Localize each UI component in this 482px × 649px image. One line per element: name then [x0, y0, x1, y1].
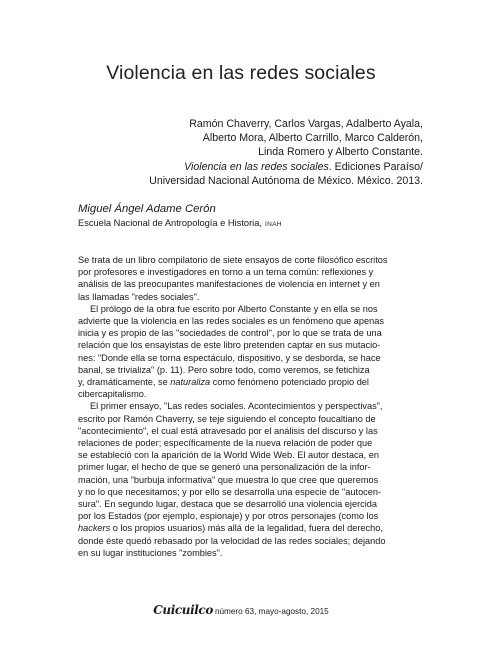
text-line: en su lugar instituciones "zombies".	[78, 547, 223, 558]
book-reference	[40, 117, 423, 188]
paragraph-1	[78, 254, 406, 303]
text-line: "acontecimiento", el cual está atravesado por el análisis del discurso y las	[78, 425, 378, 436]
text-line	[78, 376, 406, 388]
text-line: por profesores e investigadores en torno a un tema común: reflexiones y	[78, 267, 374, 278]
page-footer	[0, 603, 482, 617]
affiliation-text: Escuela Nacional de Antropología e Historia,	[78, 218, 262, 228]
author-affiliation	[78, 218, 282, 228]
book-title: Violencia en las redes sociales	[184, 160, 329, 173]
review-body	[78, 254, 406, 559]
text-line: sura". En segundo lugar, destaca que se desarrolló una violencia ejercida	[78, 499, 377, 510]
text-line: se estableció con la aparición de la World Wide Web. El autor destaca, en	[78, 450, 379, 461]
publisher: . Ediciones Paraíso/	[328, 160, 423, 173]
text-line: El prólogo de la obra fue escrito por Alberto Constante y en ella se nos	[90, 303, 378, 314]
text-line: las llamadas "redes sociales".	[78, 291, 200, 302]
text-line: relación que los ensayistas de este libro pretenden captar en sus mutacio-	[78, 340, 381, 351]
text-line: El primer ensayo, "Las redes sociales. Acontecimientos y perspectivas",	[90, 401, 383, 412]
text-fragment: o los propios usuarios) más allá de la legalidad, fuera del derecho,	[110, 523, 383, 534]
text-line: relaciones de poder; específicamente de la nueva relación de poder que	[78, 438, 373, 449]
text-line: mación, una "burbuja informativa" que muestra lo que cree que queremos	[78, 474, 379, 485]
text-line: cibercapitalismo.	[78, 389, 147, 400]
paragraph-3	[78, 400, 406, 559]
text-line: y no lo que necesitamos; y por ello se desarrolla una especie de "autocen-	[78, 486, 382, 497]
text-line: análisis de las preocupantes manifestaciones de violencia en internet y en	[78, 279, 380, 290]
text-line	[78, 522, 406, 534]
affiliation-abbrev: INAH	[264, 221, 282, 228]
text-line: nes: "Donde ella se torna espectáculo, dispositivo, y se desborda, se hace	[78, 352, 381, 363]
text-line: advierte que la violencia en las redes sociales es un fenómeno que apenas	[78, 316, 384, 327]
journal-logo: Cuicuilco	[153, 603, 213, 617]
text-fragment: y, dramáticamente, se	[78, 377, 171, 388]
issue-info: número 63, mayo-agosto, 2015	[214, 607, 329, 616]
text-line: donde éste quedó rebasado por la velocidad de las redes sociales; dejando	[78, 535, 386, 546]
text-line: inicia y es propio de las "sociedades de control", por lo que se trata de una	[78, 328, 382, 339]
emphasis-naturaliza: naturaliza	[170, 377, 211, 388]
text-line: escrito por Ramón Chaverry, se teje siguiendo el concepto foucaltiano de	[78, 413, 376, 424]
reference-line	[40, 160, 423, 174]
article-title: Violencia en las redes sociales	[106, 62, 376, 84]
reference-line: Linda Romero y Alberto Constante.	[258, 146, 423, 159]
text-line: por los Estados (por ejemplo, espionaje) y por otros personajes (como los	[78, 511, 379, 522]
reference-line: Alberto Mora, Alberto Carrillo, Marco Calderón,	[202, 132, 423, 145]
reference-line: Ramón Chaverry, Carlos Vargas, Adalberto Ayala,	[189, 118, 423, 130]
author-name: Miguel Ángel Adame Cerón	[78, 203, 216, 215]
emphasis-hackers: hackers	[78, 523, 111, 534]
reference-line: Universidad Nacional Autónoma de México. México. 2013.	[149, 174, 423, 187]
text-line: primer lugar, el hecho de que se generó una personalización de la infor-	[78, 462, 371, 473]
text-fragment: como fenómeno potenciado propio del	[210, 377, 369, 388]
paragraph-2	[78, 303, 406, 401]
text-line: Se trata de un libro compilatorio de siete ensayos de corte filosófico escritos	[78, 255, 388, 265]
text-line: banal, se trivializa" (p. 11). Pero sobre todo, como veremos, se fetichiza	[78, 364, 370, 375]
